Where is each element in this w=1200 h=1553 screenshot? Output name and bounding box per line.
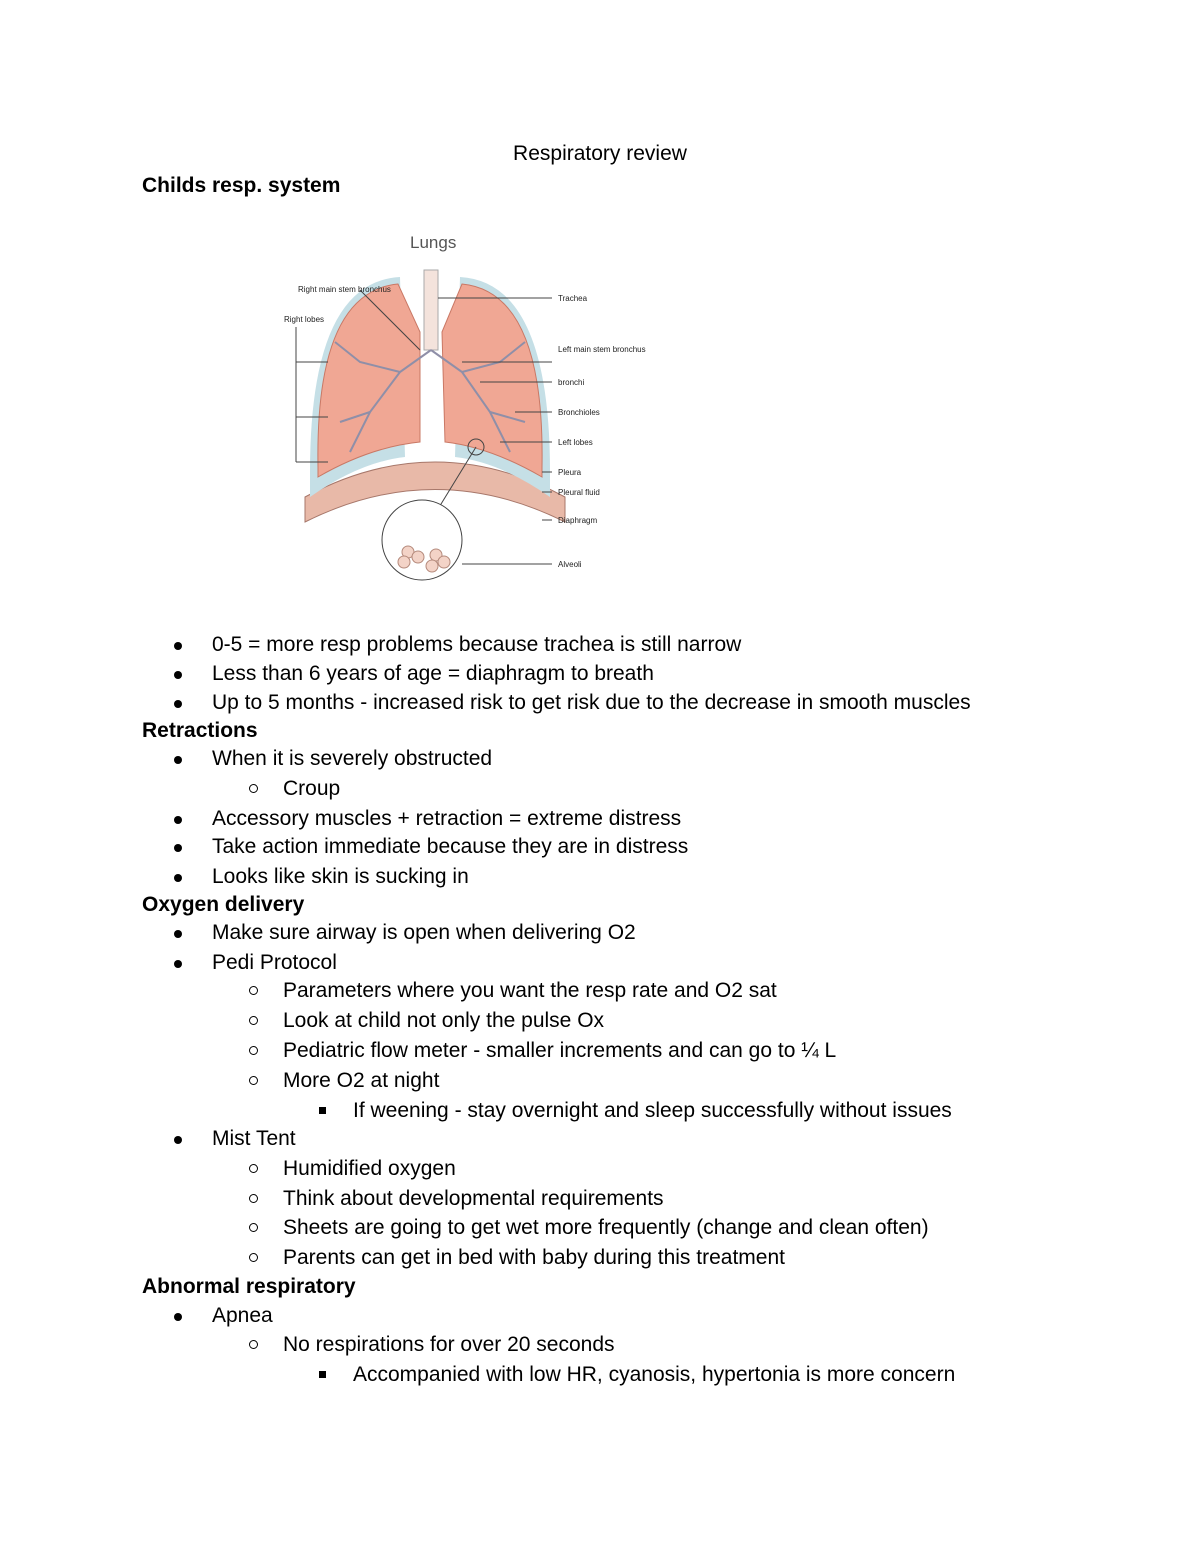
list-item <box>283 1216 929 1240</box>
label-right-main-stem-bronchus: Right main stem bronchus <box>298 285 391 294</box>
bullet-icon <box>174 1136 182 1144</box>
list-item <box>283 777 340 801</box>
bullet-icon <box>174 700 182 708</box>
list-item <box>212 921 636 945</box>
label-trachea: Trachea <box>558 294 588 303</box>
list-item <box>212 691 971 715</box>
list-item-text: 0-5 = more resp problems because trachea is still narrow <box>212 633 742 656</box>
bullet-icon <box>174 874 182 882</box>
list-item <box>212 1304 273 1328</box>
circle-bullet-icon <box>249 1164 258 1173</box>
list-item-text: Look at child not only the pulse Ox <box>283 1009 605 1032</box>
list-item-text: Apnea <box>212 1304 273 1327</box>
square-bullet-icon <box>319 1107 326 1114</box>
list-item <box>212 662 654 686</box>
section-heading-childs-resp-system: Childs resp. system <box>142 174 341 197</box>
bullet-icon <box>174 756 182 764</box>
list-item <box>283 1009 604 1033</box>
circle-bullet-icon <box>249 1016 258 1025</box>
list-item-text: Mist Tent <box>212 1127 296 1150</box>
label-alveoli: Alveoli <box>558 560 582 569</box>
list-item-text: When it is severely obstructed <box>212 747 493 770</box>
circle-bullet-icon <box>249 1194 258 1203</box>
list-item-text: Make sure airway is open when delivering O2 <box>212 921 636 944</box>
list-item <box>283 979 777 1003</box>
list-item-text: Humidified oxygen <box>283 1157 456 1180</box>
list-item <box>283 1333 615 1357</box>
list-item-text: Parents can get in bed with baby during this treatment <box>283 1246 785 1269</box>
circle-bullet-icon <box>249 784 258 793</box>
list-item <box>212 951 337 975</box>
label-diaphragm: Diaphragm <box>558 516 598 525</box>
circle-bullet-icon <box>249 1340 258 1349</box>
list-item-text: Parameters where you want the resp rate and O2 sat <box>283 979 777 1002</box>
section-heading-oxygen-delivery: Oxygen delivery <box>142 893 305 916</box>
list-item-text: Pedi Protocol <box>212 951 337 974</box>
section-heading-retractions: Retractions <box>142 719 258 742</box>
list-item <box>353 1099 952 1123</box>
figure-title: Lungs <box>410 233 457 252</box>
bullet-icon <box>174 844 182 852</box>
list-item-text: Think about developmental requirements <box>283 1187 664 1210</box>
list-item <box>212 835 688 859</box>
label-bronchioles: Bronchioles <box>558 408 600 417</box>
trachea-shape <box>424 270 438 350</box>
list-item <box>212 747 492 771</box>
label-bronchi: bronchi <box>558 378 585 387</box>
list-item-text: Looks like skin is sucking in <box>212 865 469 888</box>
list-item-text: If weening - stay overnight and sleep successfully without issues <box>353 1099 952 1122</box>
list-item-text: More O2 at night <box>283 1069 440 1092</box>
list-item <box>212 1127 296 1151</box>
list-item-text: Up to 5 months - increased risk to get risk due to the decrease in smooth muscles <box>212 691 971 714</box>
list-item-text: Less than 6 years of age = diaphragm to breath <box>212 662 654 685</box>
list-item-text: Pediatric flow meter - smaller increments and can go to ¼ L <box>283 1039 837 1062</box>
label-left-main-stem-bronchus: Left main stem bronchus <box>558 345 646 354</box>
page-title: Respiratory review <box>513 142 687 165</box>
bullet-icon <box>174 1313 182 1321</box>
alveoli-circle <box>382 500 462 580</box>
bullet-icon <box>174 816 182 824</box>
label-right-lobes: Right lobes <box>284 315 325 324</box>
list-item <box>283 1187 664 1211</box>
list-item <box>283 1039 836 1063</box>
bullet-icon <box>174 642 182 650</box>
lungs-diagram <box>280 222 646 612</box>
list-item <box>212 633 741 657</box>
list-item <box>283 1246 785 1270</box>
circle-bullet-icon <box>249 986 258 995</box>
list-item <box>283 1157 456 1181</box>
list-item <box>283 1069 439 1093</box>
lungs-illustration <box>280 222 646 612</box>
section-heading-abnormal-respiratory: Abnormal respiratory <box>142 1275 356 1298</box>
square-bullet-icon <box>319 1371 326 1378</box>
label-left-lobes: Left lobes <box>558 438 593 447</box>
label-pleural-fluid: Pleural fluid <box>558 488 600 497</box>
circle-bullet-icon <box>249 1046 258 1055</box>
bullet-icon <box>174 671 182 679</box>
circle-bullet-icon <box>249 1253 258 1262</box>
list-item-text: Accompanied with low HR, cyanosis, hypertonia is more concern <box>353 1363 956 1386</box>
list-item <box>212 865 469 889</box>
list-item-text: No respirations for over 20 seconds <box>283 1333 615 1356</box>
label-pleura: Pleura <box>558 468 582 477</box>
list-item <box>212 807 681 831</box>
list-item <box>353 1363 955 1387</box>
list-item-text: Accessory muscles + retraction = extreme distress <box>212 807 682 830</box>
circle-bullet-icon <box>249 1223 258 1232</box>
list-item-text: Croup <box>283 777 341 800</box>
list-item-text: Take action immediate because they are in distress <box>212 835 689 858</box>
bullet-icon <box>174 930 182 938</box>
bullet-icon <box>174 960 182 968</box>
circle-bullet-icon <box>249 1076 258 1085</box>
list-item-text: Sheets are going to get wet more frequently (change and clean often) <box>283 1216 929 1239</box>
